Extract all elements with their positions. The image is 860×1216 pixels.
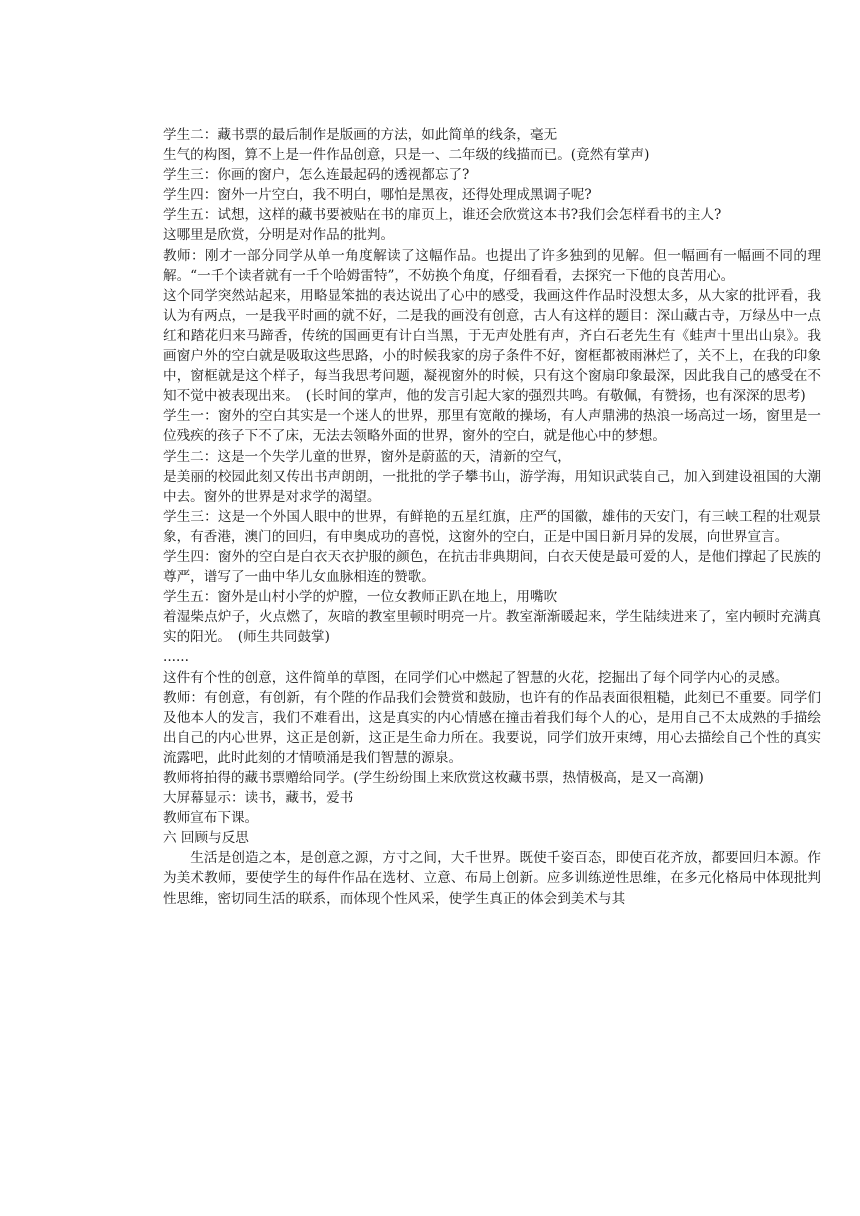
paragraph-class-dismissed: 教师宣布下课。 — [163, 810, 259, 827]
paragraph-student5-critique: 学生五：试想，这样的藏书要被贴在书的扉页上，谁还会欣赏这本书?我们会怎样看书的主人? — [163, 207, 722, 224]
paragraph-student5-interpretation-1: 学生五：窗外是山村小学的炉膛，一位女教师正趴在地上，用嘴吹 — [163, 589, 558, 606]
document-page — [163, 125, 821, 909]
paragraph-student4-critique: 学生四：窗外一片空白，我不明白，哪怕是黑夜，还得处理成黑调子呢? — [163, 187, 592, 204]
paragraph-reflection: 生活是创造之本，是创意之源，方寸之间，大千世界。既使千姿百态，即使百花齐放，都要回归本源。作为美术教师，要使学生的每件作品在选材、立意、布局上创新。应多训练逆性思维，在多元化格局中体现批判性思维，密切同生活的联系，而体现个性风采，使学生真正的体会到美术与其 — [163, 850, 821, 907]
paragraph-student2-critique-2: 生气的构图，算不上是一件作品创意，只是一、二年级的线描而已。(竟然有掌声) — [163, 147, 650, 164]
paragraph-creative-spark: 这件有个性的创意，这件简单的草图，在同学们心中燃起了智慧的火花，挖掘出了每个同学内心的灵感。 — [163, 669, 789, 686]
paragraph-student4-interpretation: 学生四：窗外的空白是白衣天衣护服的颜色，在抗击非典期间，白衣天使是最可爱的人，是他们撑起了民族的尊严，谱写了一曲中华儿女血脉相连的赞歌。 — [163, 548, 821, 586]
paragraph-teacher-prompt: 教师：刚才一部分同学从单一角度解读了这幅作品。也提出了许多独到的见解。但一幅画有一幅画不同的理解。“一千个读者就有一千个哈姆雷特”，不妨换个角度，仔细看看，去探究一下他的良苦用心。 — [163, 247, 821, 284]
paragraph-student3-critique: 学生三：你画的窗户，怎么连最起码的透视都忘了? — [163, 167, 470, 184]
section-heading: 六 回顾与反思 — [163, 830, 249, 847]
paragraph-teacher-summary: 教师：有创意，有创新，有个陛的作品我们会赞赏和鼓励，也许有的作品表面很粗糙，此刻已不重要。同学们及他本人的发言，我们不难看出，这是真实的内心情感在撞击着我们每个人的心，是用自己不太成熟的手描绘出自己的内心世界，这正是创新，这正是生命力所在。我要说，同学们放开束缚，用心去描绘自己个性的真实流露吧，此时此刻的才情喷涌是我们智慧的源泉。 — [163, 689, 821, 766]
paragraph-student1-interpretation: 学生一：窗外的空白其实是一个迷人的世界，那里有宽敞的操场，有人声鼎沸的热浪一场高过一场，窗里是一位残疾的孩子下不了床，无法去领略外面的世界，窗外的空白，就是他心中的梦想。 — [163, 408, 821, 445]
paragraph-student3-interpretation: 学生三：这是一个外国人眼中的世界，有鲜艳的五星红旗，庄严的国徽，雄伟的天安门，有三峡工程的壮观景象，有香港，澳门的回归，有申奥成功的喜悦，这窗外的空白，正是中国日新月异的发展，向世界宣言。 — [163, 508, 821, 545]
paragraph-judgement-note: 这哪里是欣赏，分明是对作品的批判。 — [163, 227, 395, 244]
paragraph-student2-interpretation-1: 学生二：这是一个失学儿童的世界，窗外是蔚蓝的天，清新的空气， — [163, 448, 571, 465]
paragraph-student5-interpretation-2: 着湿柴点炉子，火点燃了，灰暗的教室里顿时明亮一片。教室渐渐暖起来，学生陆续进来了，室内顿时充满真实的阳光。 (师生共同鼓掌) — [163, 609, 821, 646]
paragraph-student2-interpretation-2: 是美丽的校园此刻又传出书声朗朗，一批批的学子攀书山，游学海，用知识武装自己，加入到建设祖国的大潮中去。窗外的世界是对求学的渴望。 — [163, 468, 821, 505]
paragraph-screen-display: 大屏幕显示：读书，藏书，爱书 — [163, 790, 354, 807]
paragraph-gift-bookplate: 教师将拍得的藏书票赠给同学。(学生纷纷围上来欣赏这枚藏书票，热情极高，是又一高潮) — [163, 770, 704, 786]
paragraph-ellipsis: ...... — [163, 649, 189, 666]
paragraph-author-explanation: 这个同学突然站起来，用略显笨拙的表达说出了心中的感受，我画这件作品时没想太多，从大家的批评看，我认为有两点，一是我平时画的就不好，二是我的画没有创意，古人有这样的题目：深山藏古寺，万绿丛中一点红和踏花归来马蹄香，传统的国画更有计白当黑，于无声处胜有声，齐白石老先生有《蛙声十里出山泉》。我画窗户外的空白就是吸取这些思路，小的时候我家的房子条件不好，窗框都被雨淋烂了，关不上，在我的印象中，窗框就是这个样子，每当我思考问题，凝视窗外的时候，只有这个窗扇印象最深，因此我自己的感受在不知不觉中被表现出来。 (长时间的掌声，他的发言引起大家的强烈共鸣。有敬佩，有赞扬，也有深深的思考) — [163, 287, 821, 405]
paragraph-student2-critique-1: 学生二：藏书票的最后制作是版画的方法，如此简单的线条，毫无 — [163, 127, 558, 143]
